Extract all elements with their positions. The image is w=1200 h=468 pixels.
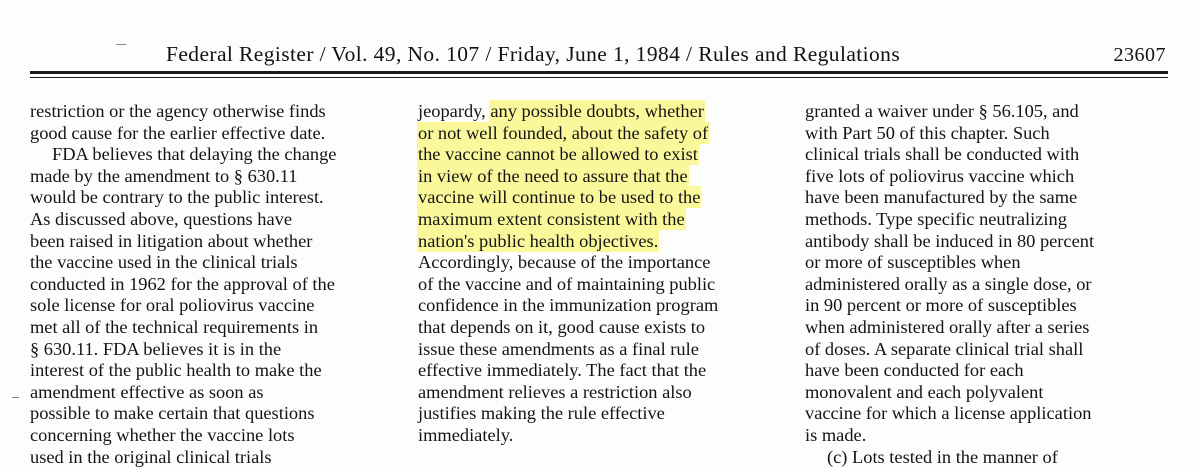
- text-line: antibody shall be induced in 80 percent: [805, 231, 1177, 253]
- text-line: good cause for the earlier effective date.: [30, 123, 402, 145]
- text-line: amendment effective as soon as: [30, 382, 402, 404]
- text-line: used in the original clinical trials: [30, 447, 402, 468]
- text-fragment: jeopardy,: [418, 101, 486, 121]
- highlighted-passage: or not well founded, about the safety of: [418, 123, 708, 143]
- text-line: met all of the technical requirements in: [30, 317, 402, 339]
- text-line: methods. Type specific neutralizing: [805, 209, 1177, 231]
- text-line: been raised in litigation about whether: [30, 231, 402, 253]
- highlighted-passage: vaccine will continue to be used to the: [418, 187, 700, 207]
- text-line: § 630.11. FDA believes it is in the: [30, 339, 402, 361]
- page-number: 23607: [1114, 44, 1167, 67]
- header-rule-thick: [30, 71, 1168, 74]
- text-line: concerning whether the vaccine lots: [30, 425, 402, 447]
- text-line: Accordingly, because of the importance: [418, 252, 790, 274]
- text-line: that depends on it, good cause exists to: [418, 317, 790, 339]
- text-line: [418, 231, 790, 253]
- text-line: possible to make certain that questions: [30, 403, 402, 425]
- header-rule-thin: [30, 77, 1168, 78]
- print-speck: [116, 44, 126, 45]
- text-line: [418, 144, 790, 166]
- text-line: of doses. A separate clinical trial shall: [805, 339, 1177, 361]
- text-line: [418, 101, 790, 123]
- text-line: immediately.: [418, 425, 790, 447]
- text-line: confidence in the immunization program: [418, 295, 790, 317]
- text-line: granted a waiver under § 56.105, and: [805, 101, 1177, 123]
- text-line: amendment relieves a restriction also: [418, 382, 790, 404]
- page-header: [0, 38, 1200, 78]
- text-line: [418, 123, 790, 145]
- text-line: made by the amendment to § 630.11: [30, 166, 402, 188]
- highlighted-passage: maximum extent consistent with the: [418, 209, 685, 229]
- highlighted-passage: nation's public health objectives.: [418, 231, 658, 251]
- text-line: when administered orally after a series: [805, 317, 1177, 339]
- running-header-title: Federal Register / Vol. 49, No. 107 / Friday, June 1, 1984 / Rules and Regulations: [166, 42, 900, 67]
- text-column-middle: [418, 101, 790, 447]
- highlighted-passage: the vaccine cannot be allowed to exist: [418, 144, 698, 164]
- text-line: [418, 209, 790, 231]
- text-line: with Part 50 of this chapter. Such: [805, 123, 1177, 145]
- text-line: the vaccine used in the clinical trials: [30, 252, 402, 274]
- text-line: in 90 percent or more of susceptibles: [805, 295, 1177, 317]
- text-line: effective immediately. The fact that the: [418, 360, 790, 382]
- text-line: have been conducted for each: [805, 360, 1177, 382]
- text-line: have been manufactured by the same: [805, 187, 1177, 209]
- text-line: or more of susceptibles when: [805, 252, 1177, 274]
- text-line: five lots of poliovirus vaccine which: [805, 166, 1177, 188]
- text-line: issue these amendments as a final rule: [418, 339, 790, 361]
- text-line: FDA believes that delaying the change: [30, 144, 402, 166]
- text-column-right: [805, 101, 1177, 468]
- text-line: is made.: [805, 425, 1177, 447]
- text-line: conducted in 1962 for the approval of the: [30, 274, 402, 296]
- text-line: restriction or the agency otherwise finds: [30, 101, 402, 123]
- text-line: (c) Lots tested in the manner of: [805, 447, 1177, 468]
- text-line: [418, 187, 790, 209]
- text-line: [418, 166, 790, 188]
- text-line: As discussed above, questions have: [30, 209, 402, 231]
- text-line: clinical trials shall be conducted with: [805, 144, 1177, 166]
- text-line: of the vaccine and of maintaining public: [418, 274, 790, 296]
- text-line: would be contrary to the public interest.: [30, 187, 402, 209]
- text-line: interest of the public health to make the: [30, 360, 402, 382]
- text-line: administered orally as a single dose, or: [805, 274, 1177, 296]
- text-line: monovalent and each polyvalent: [805, 382, 1177, 404]
- text-line: vaccine for which a license application: [805, 403, 1177, 425]
- text-line: justifies making the rule effective: [418, 403, 790, 425]
- text-column-left: [30, 101, 402, 468]
- text-line: sole license for oral poliovirus vaccine: [30, 295, 402, 317]
- highlighted-passage: in view of the need to assure that the: [418, 166, 688, 186]
- highlighted-passage: any possible doubts, whether: [490, 101, 704, 121]
- print-speck: [12, 397, 19, 398]
